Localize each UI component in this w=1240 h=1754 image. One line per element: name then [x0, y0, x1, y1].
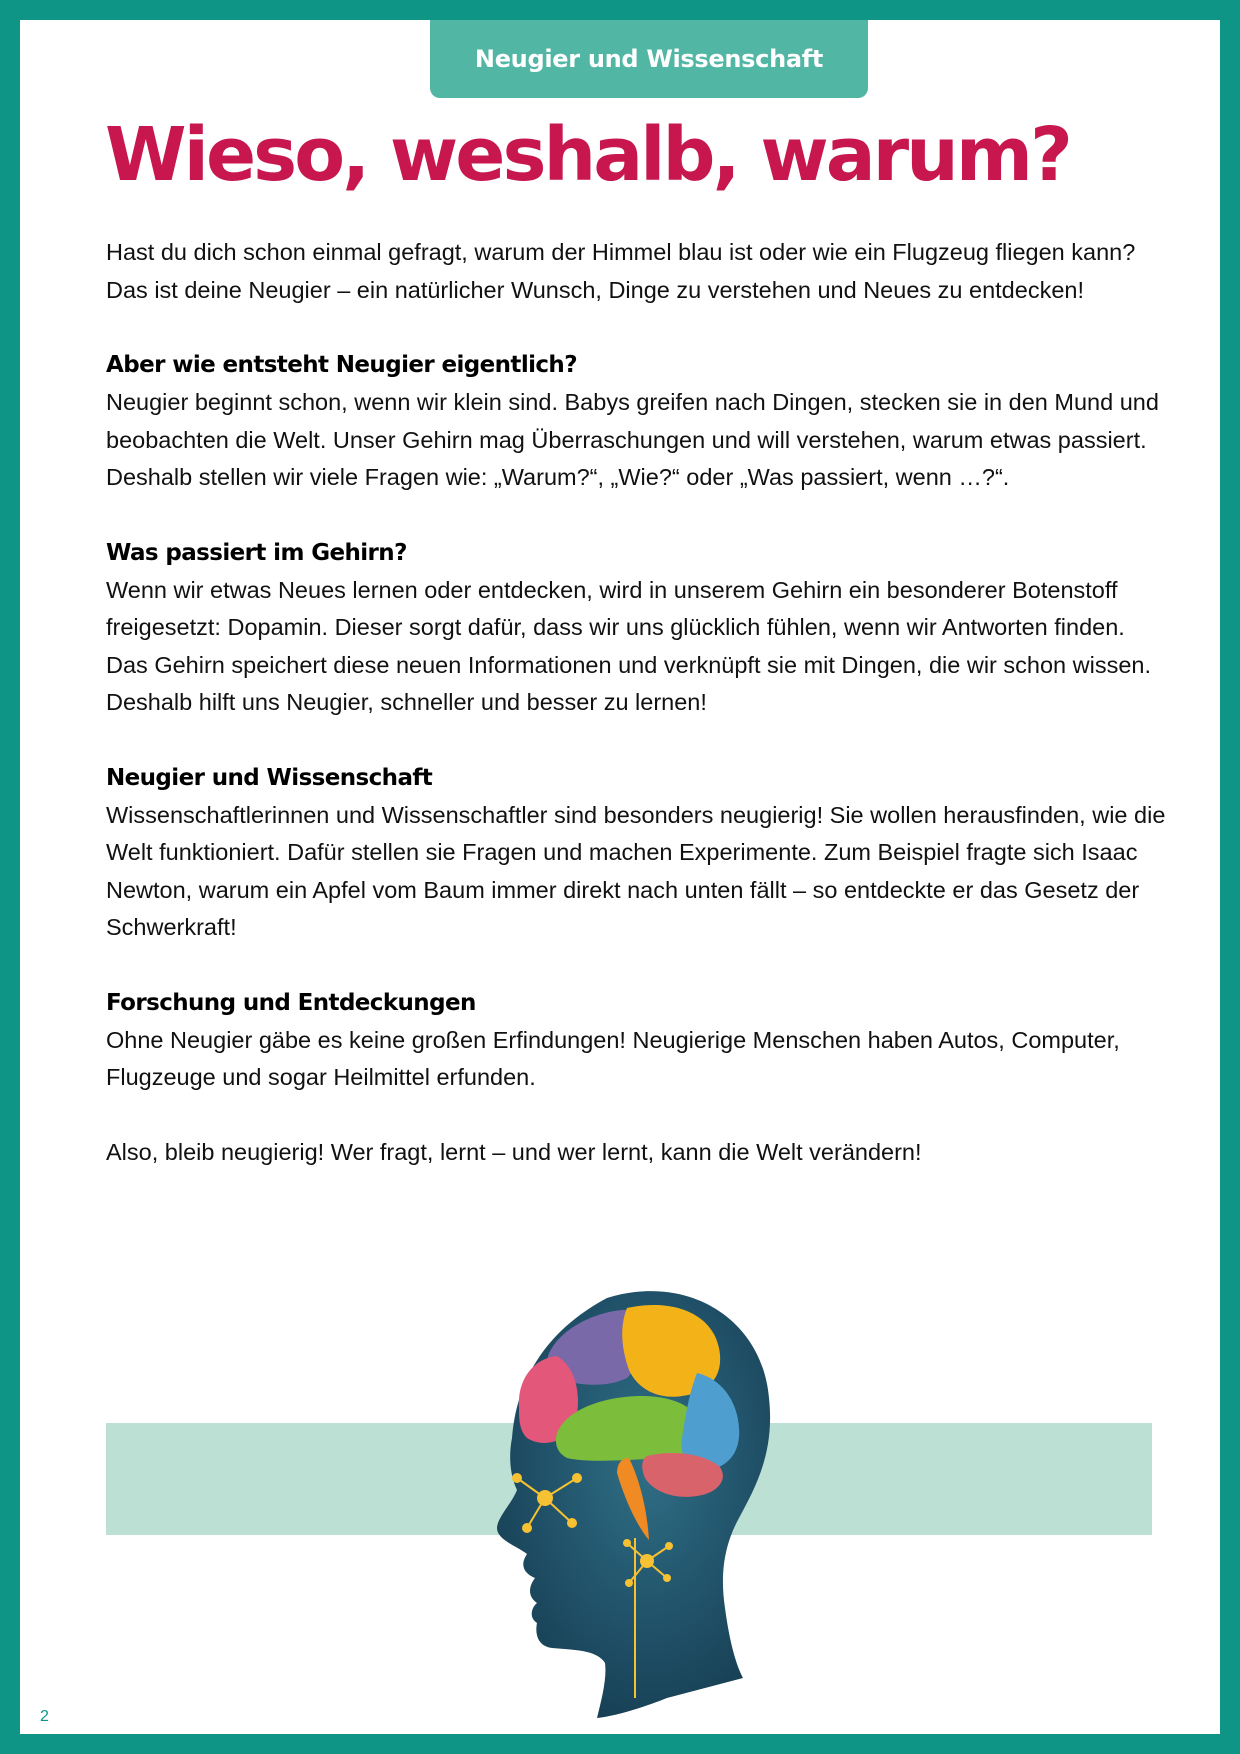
- section-body-origin: Neugier beginnt schon, wenn wir klein sind. Babys greifen nach Dingen, stecken sie in den Mund und beobachten die Welt. Unser Gehirn mag Überraschungen und will verstehen, warum etwas passiert. Deshalb stellen wir viele Fragen wie: „Warum?“, „Wie?“ oder „Was passiert, wenn …?“.: [106, 389, 1159, 490]
- section-body-brain: Wenn wir etwas Neues lernen oder entdecken, wird in unserem Gehirn ein besonderer Botenstoff freigesetzt: Dopamin. Dieser sorgt dafür, dass wir uns glücklich fühlen, wenn wir Antworten finden. Das Gehirn speichert diese neuen Informationen und verknüpft sie mit Dingen, die wir schon wissen. Deshalb hilft uns Neugier, schneller und besser zu lernen!: [106, 576, 1151, 715]
- section-tab: [430, 20, 868, 98]
- section-heading-origin: Aber wie entsteht Neugier eigentlich?: [106, 352, 577, 378]
- closing-paragraph: Also, bleib neugierig! Wer fragt, lernt – und wer lernt, kann die Welt verändern!: [106, 1138, 922, 1165]
- page-number: 2: [40, 1708, 49, 1725]
- section-heading-brain: Was passiert im Gehirn?: [106, 539, 407, 566]
- page: [20, 20, 1220, 1734]
- article-body: [106, 234, 1166, 1171]
- intro-paragraph: Hast du dich schon einmal gefragt, warum der Himmel blau ist oder wie ein Flugzeug fliegen kann? Das ist deine Neugier – ein natürlicher Wunsch, Dinge zu verstehen und Neues zu entdecken!: [106, 239, 1136, 303]
- section-body-science: Wissenschaftlerinnen und Wissenschaftler sind besonders neugierig! Sie wollen herausfinden, wie die Welt funktioniert. Dafür stellen sie Fragen und machen Experimente. Zum Beispiel fragte sich Isaac Newton, warum ein Apfel vom Baum immer direkt nach unten fällt – so entdeckte er das Gesetz der Schwerkraft!: [106, 801, 1166, 940]
- section-heading-science: Neugier und Wissenschaft: [106, 764, 433, 791]
- section-heading-research: Forschung und Entdeckungen: [106, 989, 476, 1016]
- brain-head-illustration: [457, 1278, 817, 1718]
- section-tab-label: Neugier und Wissenschaft: [474, 45, 824, 73]
- brain-head-icon: [457, 1278, 817, 1718]
- section-body-research: Ohne Neugier gäbe es keine großen Erfindungen! Neugierige Menschen haben Autos, Computer, Flugzeuge und sogar Heilmittel erfunden.: [106, 1026, 1120, 1090]
- page-title: Wieso, weshalb, warum?: [105, 112, 1070, 198]
